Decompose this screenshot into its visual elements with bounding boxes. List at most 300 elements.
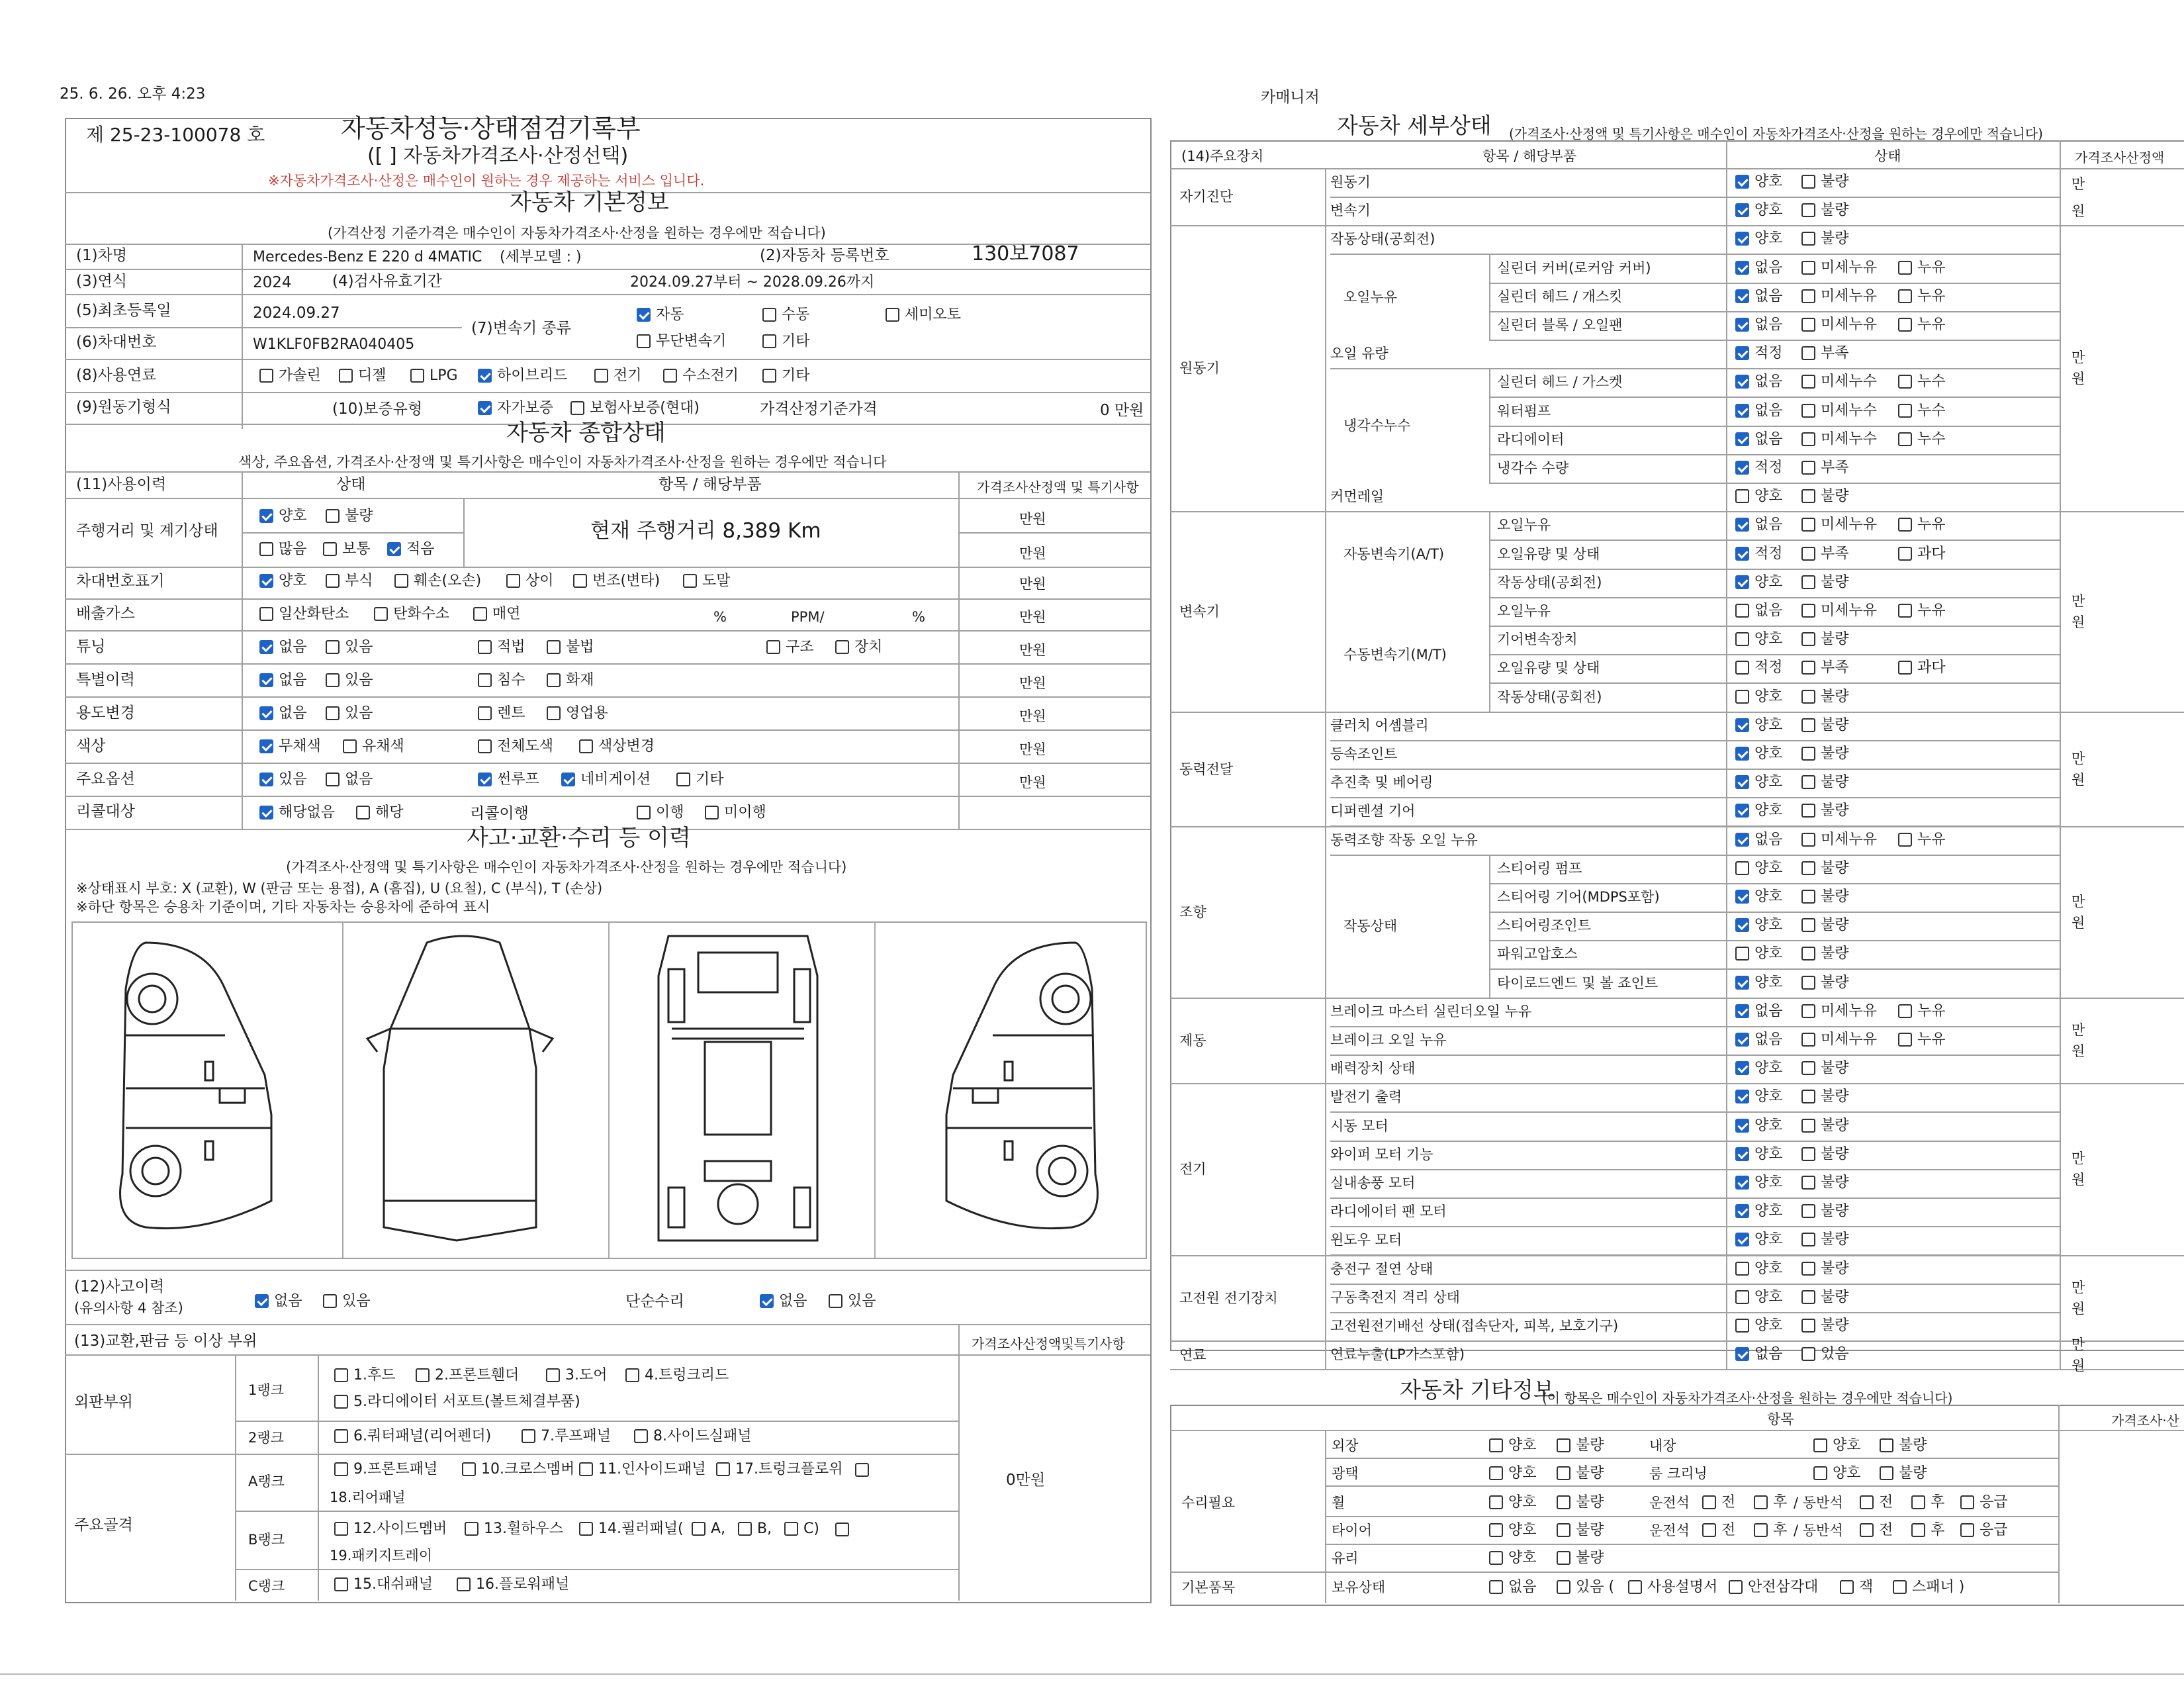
state-shaft-good[interactable]: 양호 [1735,774,1783,790]
state-at_level-over[interactable]: 과다 [1898,546,1946,562]
tire-passenger: / 동반석 [1794,1523,1843,1538]
checkbox-icon [1735,1061,1749,1075]
mileage-many[interactable]: 많음 [259,541,307,557]
unit-won: 원 [2071,915,2085,931]
tuning-exist[interactable]: 있음 [326,639,373,655]
etc-tire: 타이어 [1332,1523,1372,1538]
state-cyl_cover-minor[interactable]: 미세누유 [1801,260,1877,276]
main-frame-label: 주요골격 [74,1517,133,1534]
trans-auto[interactable]: 자동 [637,307,684,323]
checkbox-icon [1801,375,1815,389]
state-battery-good[interactable]: 양호 [1735,1289,1783,1305]
options-navi[interactable]: 네비게이션 [561,772,651,788]
room-good[interactable]: 양호 [1813,1466,1861,1481]
wheel-pass-front[interactable]: 전 [1860,1495,1893,1511]
tuning-struct[interactable]: 구조 [766,639,814,655]
tuning-none[interactable]: 없음 [259,639,307,655]
state-radiator-minor2[interactable]: 미세누수 [1801,432,1877,447]
state-ps_leak-none[interactable]: 없음 [1735,832,1783,848]
gloss-bad[interactable]: 불량 [1557,1466,1604,1481]
accident-none[interactable]: 없음 [255,1293,302,1309]
own-triangle[interactable]: 안전삼각대 [1729,1579,1818,1595]
doc-title: 자동차성능·상태점검기록부 [341,114,641,143]
simple-repair-none[interactable]: 없음 [760,1293,807,1309]
trans-etc[interactable]: 기타 [762,334,810,350]
item-at_leak: 오일누유 [1497,517,1551,533]
state-at_leak-leak[interactable]: 누유 [1898,517,1946,533]
state-fuel_leak-exist[interactable]: 있음 [1801,1346,1849,1362]
part-cross-member[interactable]: 10.크로스멤버 [462,1462,574,1477]
state-fuel_leak-none[interactable]: 없음 [1735,1346,1783,1362]
tire-pass-front[interactable]: 전 [1860,1523,1893,1538]
simple-repair-exist[interactable]: 있음 [829,1293,876,1309]
state-master-leak[interactable]: 누유 [1898,1004,1946,1019]
tire-good[interactable]: 양호 [1489,1523,1537,1538]
vin-value: W1KLF0FB2RA040405 [253,336,415,353]
vin-damage[interactable]: 훼손(오손) [394,573,481,589]
own-none[interactable]: 없음 [1489,1579,1537,1595]
emission-hc[interactable]: 탄화수소 [374,606,449,622]
state-cyl_head2-leak2[interactable]: 누수 [1898,374,1946,390]
checkbox-icon [1735,432,1749,446]
part-radiator-support[interactable]: 5.라디에이터 서포트(볼트체결부품) [334,1394,580,1410]
state-rail-bad[interactable]: 불량 [1801,489,1849,504]
state-clutch-good[interactable]: 양호 [1735,718,1783,733]
rule-line [1489,569,2060,570]
checkbox-icon [1801,432,1815,446]
state-pump-minor2[interactable]: 미세누수 [1801,403,1877,419]
state-charge-bad[interactable]: 불량 [1801,1261,1849,1277]
checkbox-icon [1735,547,1749,561]
state-booster-bad[interactable]: 불량 [1801,1060,1849,1076]
legend-2: ※하단 항목은 승용차 기준이며, 기타 자동차는 승용차에 준하여 표시 [76,899,490,915]
checkbox-icon [1735,947,1749,961]
state-mt_gear-good[interactable]: 양호 [1735,632,1783,647]
part-side-sill[interactable]: 8.사이드실패널 [634,1429,752,1444]
wheel-bad[interactable]: 불량 [1557,1495,1604,1511]
item-coolant_lv: 냉각수 수량 [1497,460,1569,476]
checkbox-icon [1801,1061,1815,1075]
car-name-value: Mercedes-Benz E 220 d 4MATIC [253,249,482,265]
purpose-business[interactable]: 영업용 [547,706,608,722]
checkbox-icon [1801,575,1815,589]
vin-stolen[interactable]: 도말 [683,573,731,589]
state-fan-bad[interactable]: 불량 [1801,1175,1849,1191]
item-gen: 발전기 출력 [1330,1089,1402,1105]
part-side-member[interactable]: 12.사이드멤버 [334,1521,447,1537]
state-cv-good[interactable]: 양호 [1735,746,1783,762]
glass-bad[interactable]: 불량 [1557,1550,1604,1566]
state-joint-bad[interactable]: 불량 [1801,917,1849,933]
rule-line [1489,511,1490,597]
service-notice: ※자동차가격조사·산정은 매수인이 원하는 경우 제공하는 서비스 입니다. [268,173,705,189]
part-pillar-b[interactable]: B, [738,1521,772,1537]
state-starter-bad[interactable]: 불량 [1801,1118,1849,1134]
checkbox-icon [1801,1204,1815,1218]
accident-exist[interactable]: 있음 [323,1293,371,1309]
vin-good[interactable]: 양호 [259,573,307,589]
wheel-pass-rear[interactable]: 후 [1911,1495,1944,1511]
state-coolant_lv-proper[interactable]: 적정 [1735,460,1783,476]
state-cyl_cover-leak[interactable]: 누유 [1898,260,1946,276]
state-mt_leak-leak[interactable]: 누유 [1898,603,1946,619]
interior-bad[interactable]: 불량 [1880,1438,1927,1454]
options-etc[interactable]: 기타 [676,772,724,788]
vin-altered[interactable]: 변조(변타) [573,573,660,589]
part-inside-panel[interactable]: 11.인사이드패널 [579,1462,706,1477]
color-chromatic[interactable]: 유채색 [343,739,404,755]
state-mt_level-over[interactable]: 과다 [1898,660,1946,676]
state-gen-good[interactable]: 양호 [1735,1089,1783,1105]
state-shaft-bad[interactable]: 불량 [1801,774,1849,790]
rule-line [1330,1226,2060,1227]
state-pump-leak2[interactable]: 누수 [1898,403,1946,419]
state-wiper-good[interactable]: 양호 [1735,1147,1783,1162]
state-at_level-proper[interactable]: 적정 [1735,546,1783,562]
purpose-none[interactable]: 없음 [259,706,307,722]
trans-manual[interactable]: 수동 [762,307,810,323]
state-hose-good[interactable]: 양호 [1735,946,1783,962]
rule-line [1489,539,2060,541]
state-mt_gear-bad[interactable]: 불량 [1801,632,1849,647]
part-floor-panel[interactable]: 16.플로워패널 [457,1577,569,1593]
checkbox-icon [1801,804,1815,818]
wheel-emergency[interactable]: 응급 [1960,1495,2008,1511]
state-mt_level-short[interactable]: 부족 [1801,660,1849,676]
item-cyl_head2: 실린더 헤드 / 가스켓 [1497,374,1623,390]
state-eng-bad[interactable]: 불량 [1801,174,1849,190]
recall-notdone[interactable]: 미이행 [705,805,766,821]
main-device-col: (14)주요장치 [1181,148,1264,164]
unit-won: 원 [2071,203,2085,219]
state-rad_fan-bad[interactable]: 불량 [1801,1203,1849,1219]
pct-unit: % [912,609,925,625]
room-bad[interactable]: 불량 [1880,1466,1927,1481]
part-roof-panel[interactable]: 7.루프패널 [522,1429,611,1444]
mileage-good[interactable]: 양호 [259,508,307,524]
color-change[interactable]: 색상변경 [579,739,655,755]
state-hose-bad[interactable]: 불량 [1801,946,1849,962]
tire-emergency[interactable]: 응급 [1960,1523,2008,1538]
item-gear: 스티어링 기어(MDPS포함) [1497,889,1660,905]
part-extra-checkbox[interactable] [835,1523,849,1536]
checkbox-icon [637,308,651,322]
state-ps_leak-minor[interactable]: 미세누유 [1801,832,1877,848]
state-tie-good[interactable]: 양호 [1735,975,1783,991]
checkbox-icon [1801,232,1815,246]
tire-driver-front[interactable]: 전 [1702,1523,1735,1538]
rule-line [1170,1340,2184,1342]
state-tie-bad[interactable]: 불량 [1801,975,1849,991]
state-master-none[interactable]: 없음 [1735,1004,1783,1019]
item-at_op: 작동상태(공회전) [1497,575,1602,590]
row-special: 특별이력 [76,671,135,688]
glass-good[interactable]: 양호 [1489,1550,1537,1566]
state-at_level-short[interactable]: 부족 [1801,546,1849,562]
warranty-insurer[interactable]: 보험사보증(현대) [570,400,700,416]
mileage-few[interactable]: 적음 [387,541,435,557]
part-pillar-c[interactable]: C) [784,1521,819,1537]
state-cyl_head-none[interactable]: 없음 [1735,289,1783,305]
state-starter-good[interactable]: 양호 [1735,1118,1783,1134]
part-trunk-lid[interactable]: 4.트렁크리드 [625,1368,729,1383]
state-cyl_head-minor[interactable]: 미세누유 [1801,289,1877,305]
fuel-gasoline[interactable]: 가솔린 [259,368,321,384]
state-cyl_block-leak[interactable]: 누유 [1898,317,1946,333]
checkbox-icon [1735,1262,1749,1276]
state-mt_leak-none[interactable]: 없음 [1735,603,1783,619]
state-op-bad[interactable]: 불량 [1801,231,1849,247]
detail-price-col: 가격조사산정액 [2075,150,2165,165]
warranty-self[interactable]: 자가보증 [478,400,553,416]
state-op-good[interactable]: 양호 [1735,231,1783,247]
state-mt_level-proper[interactable]: 적정 [1735,660,1783,676]
state-mt_op-good[interactable]: 양호 [1735,689,1783,705]
state-master-minor[interactable]: 미세누유 [1801,1004,1877,1019]
rule-line [1330,1169,2060,1170]
trans-semiauto[interactable]: 세미오토 [886,307,961,323]
state-rad_fan-good[interactable]: 양호 [1735,1203,1783,1219]
fuel-electric[interactable]: 전기 [594,368,642,384]
checkbox-icon [1801,947,1815,961]
tire-driver-rear[interactable]: 후 [1754,1523,1787,1538]
tire-bad[interactable]: 불량 [1557,1523,1604,1538]
state-cyl_block-none[interactable]: 없음 [1735,317,1783,333]
part-front-fender[interactable]: 2.프론트휀더 [416,1368,519,1383]
tuning-device[interactable]: 장치 [835,639,883,655]
checkbox-icon [1735,404,1749,418]
rank2-label: 2랭크 [248,1430,284,1446]
rule-line [1170,998,2184,999]
checkbox-icon [1735,346,1749,360]
checkbox-icon [1898,661,1912,675]
state-oil_level-proper[interactable]: 적정 [1735,346,1783,361]
options-none[interactable]: 없음 [326,772,373,788]
interior-good[interactable]: 양호 [1813,1438,1861,1454]
item-mt_op: 작동상태(공회전) [1497,689,1602,705]
state-cyl_block-minor[interactable]: 미세누유 [1801,317,1877,333]
state-battery-bad[interactable]: 불량 [1801,1289,1849,1305]
state-cyl_head2-none[interactable]: 없음 [1735,374,1783,390]
state-window-good[interactable]: 양호 [1735,1232,1783,1248]
checkbox-icon [1801,861,1815,875]
own-spanner[interactable]: 스패너 ) [1893,1579,1964,1595]
checkbox-icon [1801,203,1815,217]
state-hv_wire-bad[interactable]: 불량 [1801,1318,1849,1334]
state-gen-bad[interactable]: 불량 [1801,1089,1849,1105]
part-pillar-panel[interactable]: 14.필러패널( [579,1521,684,1537]
etc-interior: 내장 [1649,1438,1676,1454]
part-pillar-a[interactable]: A, [692,1521,725,1537]
state-diff-bad[interactable]: 불량 [1801,803,1849,819]
wheel-driver-rear[interactable]: 후 [1754,1495,1787,1511]
fuel-hybrid[interactable]: 하이브리드 [478,368,567,384]
exterior-bad[interactable]: 불량 [1557,1438,1604,1454]
part-front-panel[interactable]: 9.프론트패널 [334,1462,437,1477]
state-charge-good[interactable]: 양호 [1735,1261,1783,1277]
fuel-diesel[interactable]: 디젤 [339,368,387,384]
year-value: 2024 [253,274,292,291]
own-manual[interactable]: 사용설명서 [1628,1579,1717,1595]
state-br_leak-leak[interactable]: 누유 [1898,1032,1946,1048]
part-package-tray: 19.패키지트레이 [330,1548,433,1564]
state-cyl_head2-minor2[interactable]: 미세누수 [1801,374,1877,390]
special-flood[interactable]: 침수 [478,673,525,688]
state-tm-good[interactable]: 양호 [1735,203,1783,218]
state-fan-good[interactable]: 양호 [1735,1175,1783,1191]
state-clutch-bad[interactable]: 불량 [1801,718,1849,733]
mileage-normal[interactable]: 보통 [323,541,371,557]
checkbox-icon [1801,918,1815,932]
part-extra-checkbox[interactable] [855,1463,869,1477]
rule-line [1489,283,2060,284]
recall-none[interactable]: 해당없음 [259,805,335,821]
wheel-driver-front[interactable]: 전 [1702,1495,1735,1511]
rule-line [1489,454,2060,455]
item-col-header: 항목 / 해당부품 [659,476,762,493]
trans-cvt[interactable]: 무단변속기 [637,334,726,350]
group-steer: 조향 [1179,904,1206,920]
state-at_leak-none[interactable]: 없음 [1735,517,1783,533]
state-cyl_head-leak[interactable]: 누유 [1898,289,1946,305]
state-booster-good[interactable]: 양호 [1735,1060,1783,1076]
options-sunroof[interactable]: 썬루프 [478,772,539,788]
vin-corrode[interactable]: 부식 [326,573,373,589]
part-wheel-house[interactable]: 13.휠하우스 [465,1521,563,1537]
tuning-illegal[interactable]: 불법 [547,639,594,655]
car-name-label: (1)차명 [76,247,128,264]
exchange-label: (13)교환,판금 등 이상 부위 [74,1333,257,1350]
item-ps_pump: 스티어링 펌프 [1497,861,1582,876]
part-door[interactable]: 3.도어 [546,1368,608,1383]
state-wiper-bad[interactable]: 불량 [1801,1147,1849,1162]
valid-label: (4)검사유효기간 [332,273,442,290]
checkbox-icon [1735,861,1749,875]
special-fire[interactable]: 화재 [547,673,594,688]
state-ps_pump-good[interactable]: 양호 [1735,861,1783,876]
emission-smoke[interactable]: 매연 [473,606,521,622]
detail-note: (가격조사·산정액 및 특기사항은 매수인이 자동차가격조사·산정을 원하는 경우에만 적습니다) [1509,126,2043,142]
state-diff-good[interactable]: 양호 [1735,803,1783,819]
checkbox-icon [1735,232,1749,246]
state-eng-good[interactable]: 양호 [1735,174,1783,190]
recall-yes[interactable]: 해당 [356,805,404,821]
fuel-lpg[interactable]: LPG [410,368,458,384]
color-fullpaint[interactable]: 전체도색 [478,739,553,755]
special-none[interactable]: 없음 [259,673,307,688]
exterior-good[interactable]: 양호 [1489,1438,1537,1454]
rule-line [1489,426,2060,427]
fuel-hydrogen[interactable]: 수소전기 [663,368,739,384]
state-radiator-none[interactable]: 없음 [1735,432,1783,447]
checkbox-icon [1735,804,1749,818]
state-at_leak-minor[interactable]: 미세누유 [1801,517,1877,533]
item-cyl_cover: 실린더 커버(로커암 커버) [1497,260,1651,276]
emission-co[interactable]: 일산화탄소 [259,606,349,622]
vin-mismatch[interactable]: 상이 [506,573,554,589]
gloss-good[interactable]: 양호 [1489,1466,1537,1481]
row-tuning: 튜닝 [76,638,106,655]
state-gear-bad[interactable]: 불량 [1801,889,1849,905]
own-jack[interactable]: 잭 [1840,1579,1873,1595]
state-cyl_cover-none[interactable]: 없음 [1735,260,1783,276]
checkbox-icon [1735,1004,1749,1018]
rule-line [1330,1312,2060,1313]
rule-line [1330,1141,2060,1142]
state-joint-good[interactable]: 양호 [1735,917,1783,933]
color-achromatic[interactable]: 무채색 [259,739,321,755]
state-mt_op-bad[interactable]: 불량 [1801,689,1849,705]
part-trunk-floor[interactable]: 17.트렁크플로위 [716,1462,843,1477]
state-pump-none[interactable]: 없음 [1735,403,1783,419]
group-elec: 전기 [1179,1161,1206,1177]
state-cv-bad[interactable]: 불량 [1801,746,1849,762]
state-at_op-good[interactable]: 양호 [1735,575,1783,590]
checkbox-icon [1801,690,1815,704]
item-tie: 타이로드엔드 및 볼 죠인트 [1497,975,1659,991]
tuning-legal[interactable]: 적법 [478,639,525,655]
item-br_leak: 브레이크 오일 누유 [1330,1032,1447,1048]
wheel-good[interactable]: 양호 [1489,1495,1537,1511]
state-oil_level-short[interactable]: 부족 [1801,346,1849,361]
state-br_leak-none[interactable]: 없음 [1735,1032,1783,1048]
mileage-bad[interactable]: 불량 [326,508,373,524]
unit-label: 만원 [1019,609,1046,625]
purpose-exist[interactable]: 있음 [326,706,373,722]
state-gear-good[interactable]: 양호 [1735,889,1783,905]
item-window: 윈도우 모터 [1330,1232,1402,1248]
state-window-bad[interactable]: 불량 [1801,1232,1849,1248]
etc-item-col: 항목 [1767,1411,1794,1427]
state-coolant_lv-short[interactable]: 부족 [1801,460,1849,476]
checkbox-icon [1801,1033,1815,1047]
row-emission: 배출가스 [76,605,135,622]
site-name: 카매니저 [1261,89,1320,106]
rule-line [2060,140,2061,1369]
checkbox-icon [1898,604,1912,618]
recall-done[interactable]: 이행 [637,805,684,821]
tire-pass-rear[interactable]: 후 [1911,1523,1944,1538]
own-exist[interactable]: 있음 ( [1557,1579,1614,1595]
checkbox-icon [1801,175,1815,189]
state-tm-bad[interactable]: 불량 [1801,203,1849,218]
state-rail-good[interactable]: 양호 [1735,489,1783,504]
state-mt_leak-minor[interactable]: 미세누유 [1801,603,1877,619]
car-diagram [71,921,1147,1259]
options-exist[interactable]: 있음 [259,772,307,788]
state-at_op-bad[interactable]: 불량 [1801,575,1849,590]
state-ps_pump-bad[interactable]: 불량 [1801,861,1849,876]
state-ps_leak-leak[interactable]: 누유 [1898,832,1946,848]
state-br_leak-minor[interactable]: 미세누유 [1801,1032,1877,1048]
fuel-etc[interactable]: 기타 [762,368,810,384]
part-hood[interactable]: 1.후드 [334,1368,396,1383]
special-exist[interactable]: 있음 [326,673,373,688]
state-hv_wire-good[interactable]: 양호 [1735,1318,1783,1334]
checkbox-icon [1801,775,1815,789]
rule-line [1170,1083,2184,1084]
checkbox-icon [1735,918,1749,932]
etc-repair-label: 수리필요 [1181,1495,1236,1511]
part-quarter-panel[interactable]: 6.쿼터패널(리어펜더) [334,1429,491,1444]
unit-man: 만 [2071,176,2085,192]
checkbox-icon [1898,833,1912,847]
state-radiator-leak2[interactable]: 누수 [1898,432,1946,447]
checkbox-icon [1735,833,1749,847]
purpose-rent[interactable]: 렌트 [478,706,525,722]
rule-line [1489,968,2060,970]
part-dash-panel[interactable]: 15.대쉬패널 [334,1577,433,1593]
